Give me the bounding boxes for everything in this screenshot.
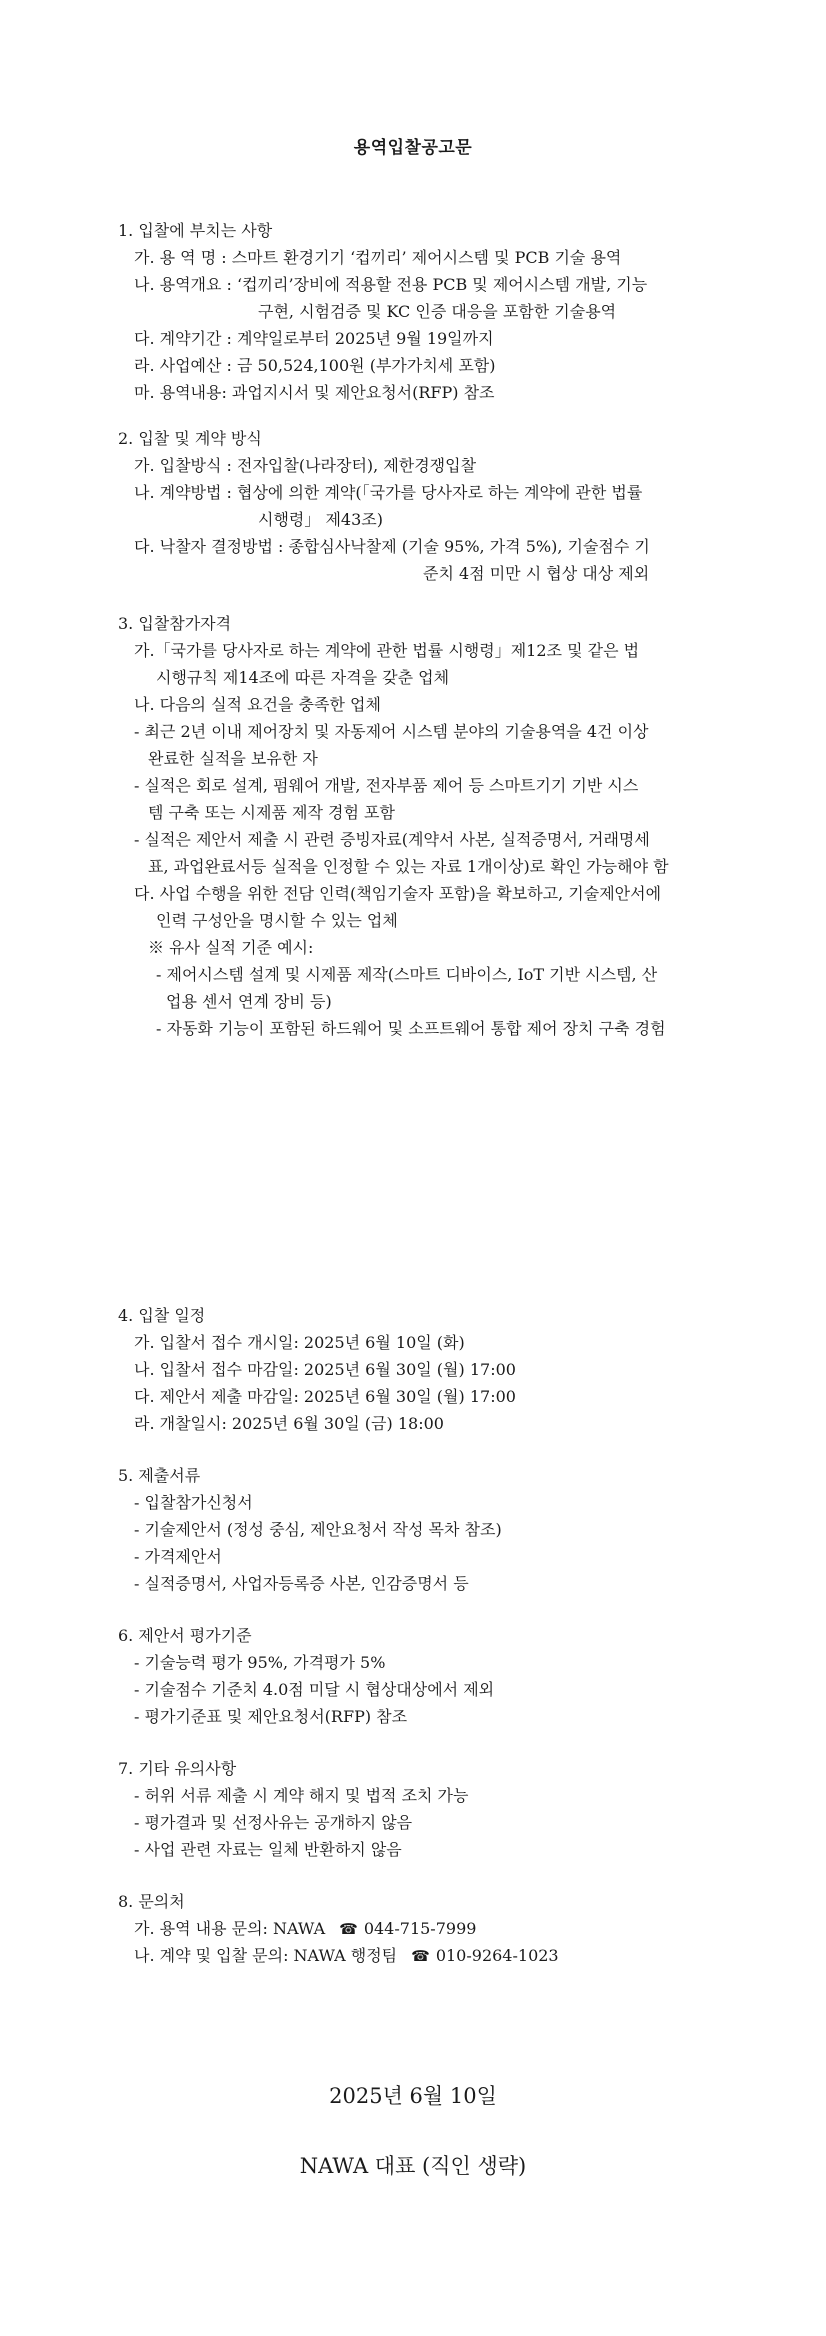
service-content: 마. 용역내용: 과업지시서 및 제안요청서(RFP) 참조	[134, 383, 495, 402]
contract-period: 다. 계약기간 : 계약일로부터 2025년 9월 19일까지	[134, 329, 494, 348]
document-item: - 실적증명서, 사업자등록증 사본, 인감증명서 등	[134, 1574, 469, 1593]
section-heading: 6. 제안서 평가기준	[118, 1626, 252, 1645]
contact-contract-label: 나. 계약 및 입찰 문의: NAWA 행정팀	[134, 1946, 398, 1965]
award-method-cont: 준치 4점 미만 시 협상 대상 제외	[423, 564, 650, 583]
section-eligibility	[118, 610, 758, 1042]
contract-method: 나. 계약방법 : 협상에 의한 계약(「국가를 당사자로 하는 계약에 관한 법률	[134, 483, 643, 502]
section-heading: 8. 문의처	[118, 1892, 185, 1911]
section-schedule	[118, 1302, 758, 1437]
section-notes	[118, 1755, 758, 1863]
note-item: - 허위 서류 제출 시 계약 해지 및 법적 조치 가능	[134, 1786, 469, 1805]
notice-date: 2025년 6월 10일	[329, 2084, 497, 2108]
record-item: - 실적은 제안서 제출 시 관련 증빙자료(계약서 사본, 실적증명서, 거래명세	[134, 830, 650, 849]
section-heading: 1. 입찰에 부치는 사항	[118, 221, 273, 240]
eligibility-staff: 다. 사업 수행을 위한 전담 인력(책임기술자 포함)을 확보하고, 기술제안서에	[134, 884, 662, 903]
bid-method: 가. 입찰방식 : 전자입찰(나라장터), 제한경쟁입찰	[134, 456, 477, 475]
document-item: - 기술제안서 (정성 중심, 제안요청서 작성 목차 참조)	[134, 1520, 502, 1539]
section-bid-method	[118, 425, 758, 587]
record-item: - 실적은 회로 설계, 펌웨어 개발, 전자부품 제어 등 스마트기기 기반 시스	[134, 776, 639, 795]
document-title: 용역입찰공고문	[353, 138, 473, 158]
section-contact	[118, 1888, 758, 1969]
schedule-item: 라. 개찰일시: 2025년 6월 30일 (금) 18:00	[134, 1414, 444, 1433]
contact-service	[118, 1915, 758, 1942]
note-item: - 사업 관련 자료는 일체 반환하지 않음	[134, 1840, 402, 1859]
section-heading: 3. 입찰참가자격	[118, 614, 232, 633]
service-overview-cont: 구현, 시험검증 및 KC 인증 대응을 포함한 기술용역	[258, 302, 617, 321]
contact-contract-phone: 010-9264-1023	[435, 1946, 559, 1965]
schedule-item: 나. 입찰서 접수 마감일: 2025년 6월 30일 (월) 17:00	[134, 1360, 516, 1379]
phone-icon: ☎	[339, 1920, 358, 1938]
contract-method-cont: 시행령」 제43조)	[258, 510, 383, 529]
eligibility-record: 나. 다음의 실적 요건을 충족한 업체	[134, 695, 381, 714]
contact-service-phone: 044-715-7999	[363, 1919, 477, 1938]
section-bid-items	[118, 217, 758, 406]
section-heading: 4. 입찰 일정	[118, 1306, 206, 1325]
record-item-cont: 표, 과업완료서등 실적을 인정할 수 있는 자료 1개이상)로 확인 가능해야 함	[148, 857, 669, 876]
notice-signature: NAWA 대표 (직인 생략)	[299, 2154, 527, 2178]
example-item: - 제어시스템 설계 및 시제품 제작(스마트 디바이스, IoT 기반 시스템, 산	[156, 965, 658, 984]
record-item: - 최근 2년 이내 제어장치 및 자동제어 시스템 분야의 기술용역을 4건 이상	[134, 722, 649, 741]
contact-service-label: 가. 용역 내용 문의: NAWA	[134, 1919, 326, 1938]
contact-contract	[118, 1942, 758, 1969]
section-documents	[118, 1462, 758, 1597]
eligibility-staff-cont: 인력 구성안을 명시할 수 있는 업체	[156, 911, 398, 930]
section-heading: 5. 제출서류	[118, 1466, 201, 1485]
eligibility-law-cont: 시행규칙 제14조에 따른 자격을 갖춘 업체	[156, 668, 450, 687]
eligibility-law: 가.「국가를 당사자로 하는 계약에 관한 법률 시행령」제12조 및 같은 법	[134, 641, 640, 660]
schedule-item: 가. 입찰서 접수 개시일: 2025년 6월 10일 (화)	[134, 1333, 465, 1352]
record-item-cont: 완료한 실적을 보유한 자	[148, 749, 318, 768]
evaluation-item: - 기술능력 평가 95%, 가격평가 5%	[134, 1653, 386, 1672]
document-item: - 입찰참가신청서	[134, 1493, 253, 1512]
example-note: ※ 유사 실적 기준 예시:	[148, 938, 314, 957]
service-name: 가. 용 역 명 : 스마트 환경기기 ‘컵끼리’ 제어시스템 및 PCB 기술 용역	[134, 248, 622, 267]
document-item: - 가격제안서	[134, 1547, 222, 1566]
example-item: - 자동화 기능이 포함된 하드웨어 및 소프트웨어 통합 제어 장치 구축 경험	[156, 1019, 666, 1038]
project-budget: 라. 사업예산 : 금 50,524,100원 (부가가치세 포함)	[134, 356, 496, 375]
section-evaluation	[118, 1622, 758, 1730]
evaluation-item: - 기술점수 기준치 4.0점 미달 시 협상대상에서 제외	[134, 1680, 495, 1699]
section-heading: 2. 입찰 및 계약 방식	[118, 429, 262, 448]
note-item: - 평가결과 및 선정사유는 공개하지 않음	[134, 1813, 413, 1832]
service-overview: 나. 용역개요 : ‘컵끼리’장비에 적용할 전용 PCB 및 제어시스템 개발, 기능	[134, 275, 648, 294]
schedule-item: 다. 제안서 제출 마감일: 2025년 6월 30일 (월) 17:00	[134, 1387, 516, 1406]
evaluation-item: - 평가기준표 및 제안요청서(RFP) 참조	[134, 1707, 408, 1726]
example-item-cont: 업용 센서 연계 장비 등)	[166, 992, 332, 1011]
section-heading: 7. 기타 유의사항	[118, 1759, 237, 1778]
phone-icon: ☎	[411, 1947, 430, 1965]
record-item-cont: 템 구축 또는 시제품 제작 경험 포함	[148, 803, 395, 822]
award-method: 다. 낙찰자 결정방법 : 종합심사낙찰제 (기술 95%, 가격 5%), 기술점수 기	[134, 537, 650, 556]
